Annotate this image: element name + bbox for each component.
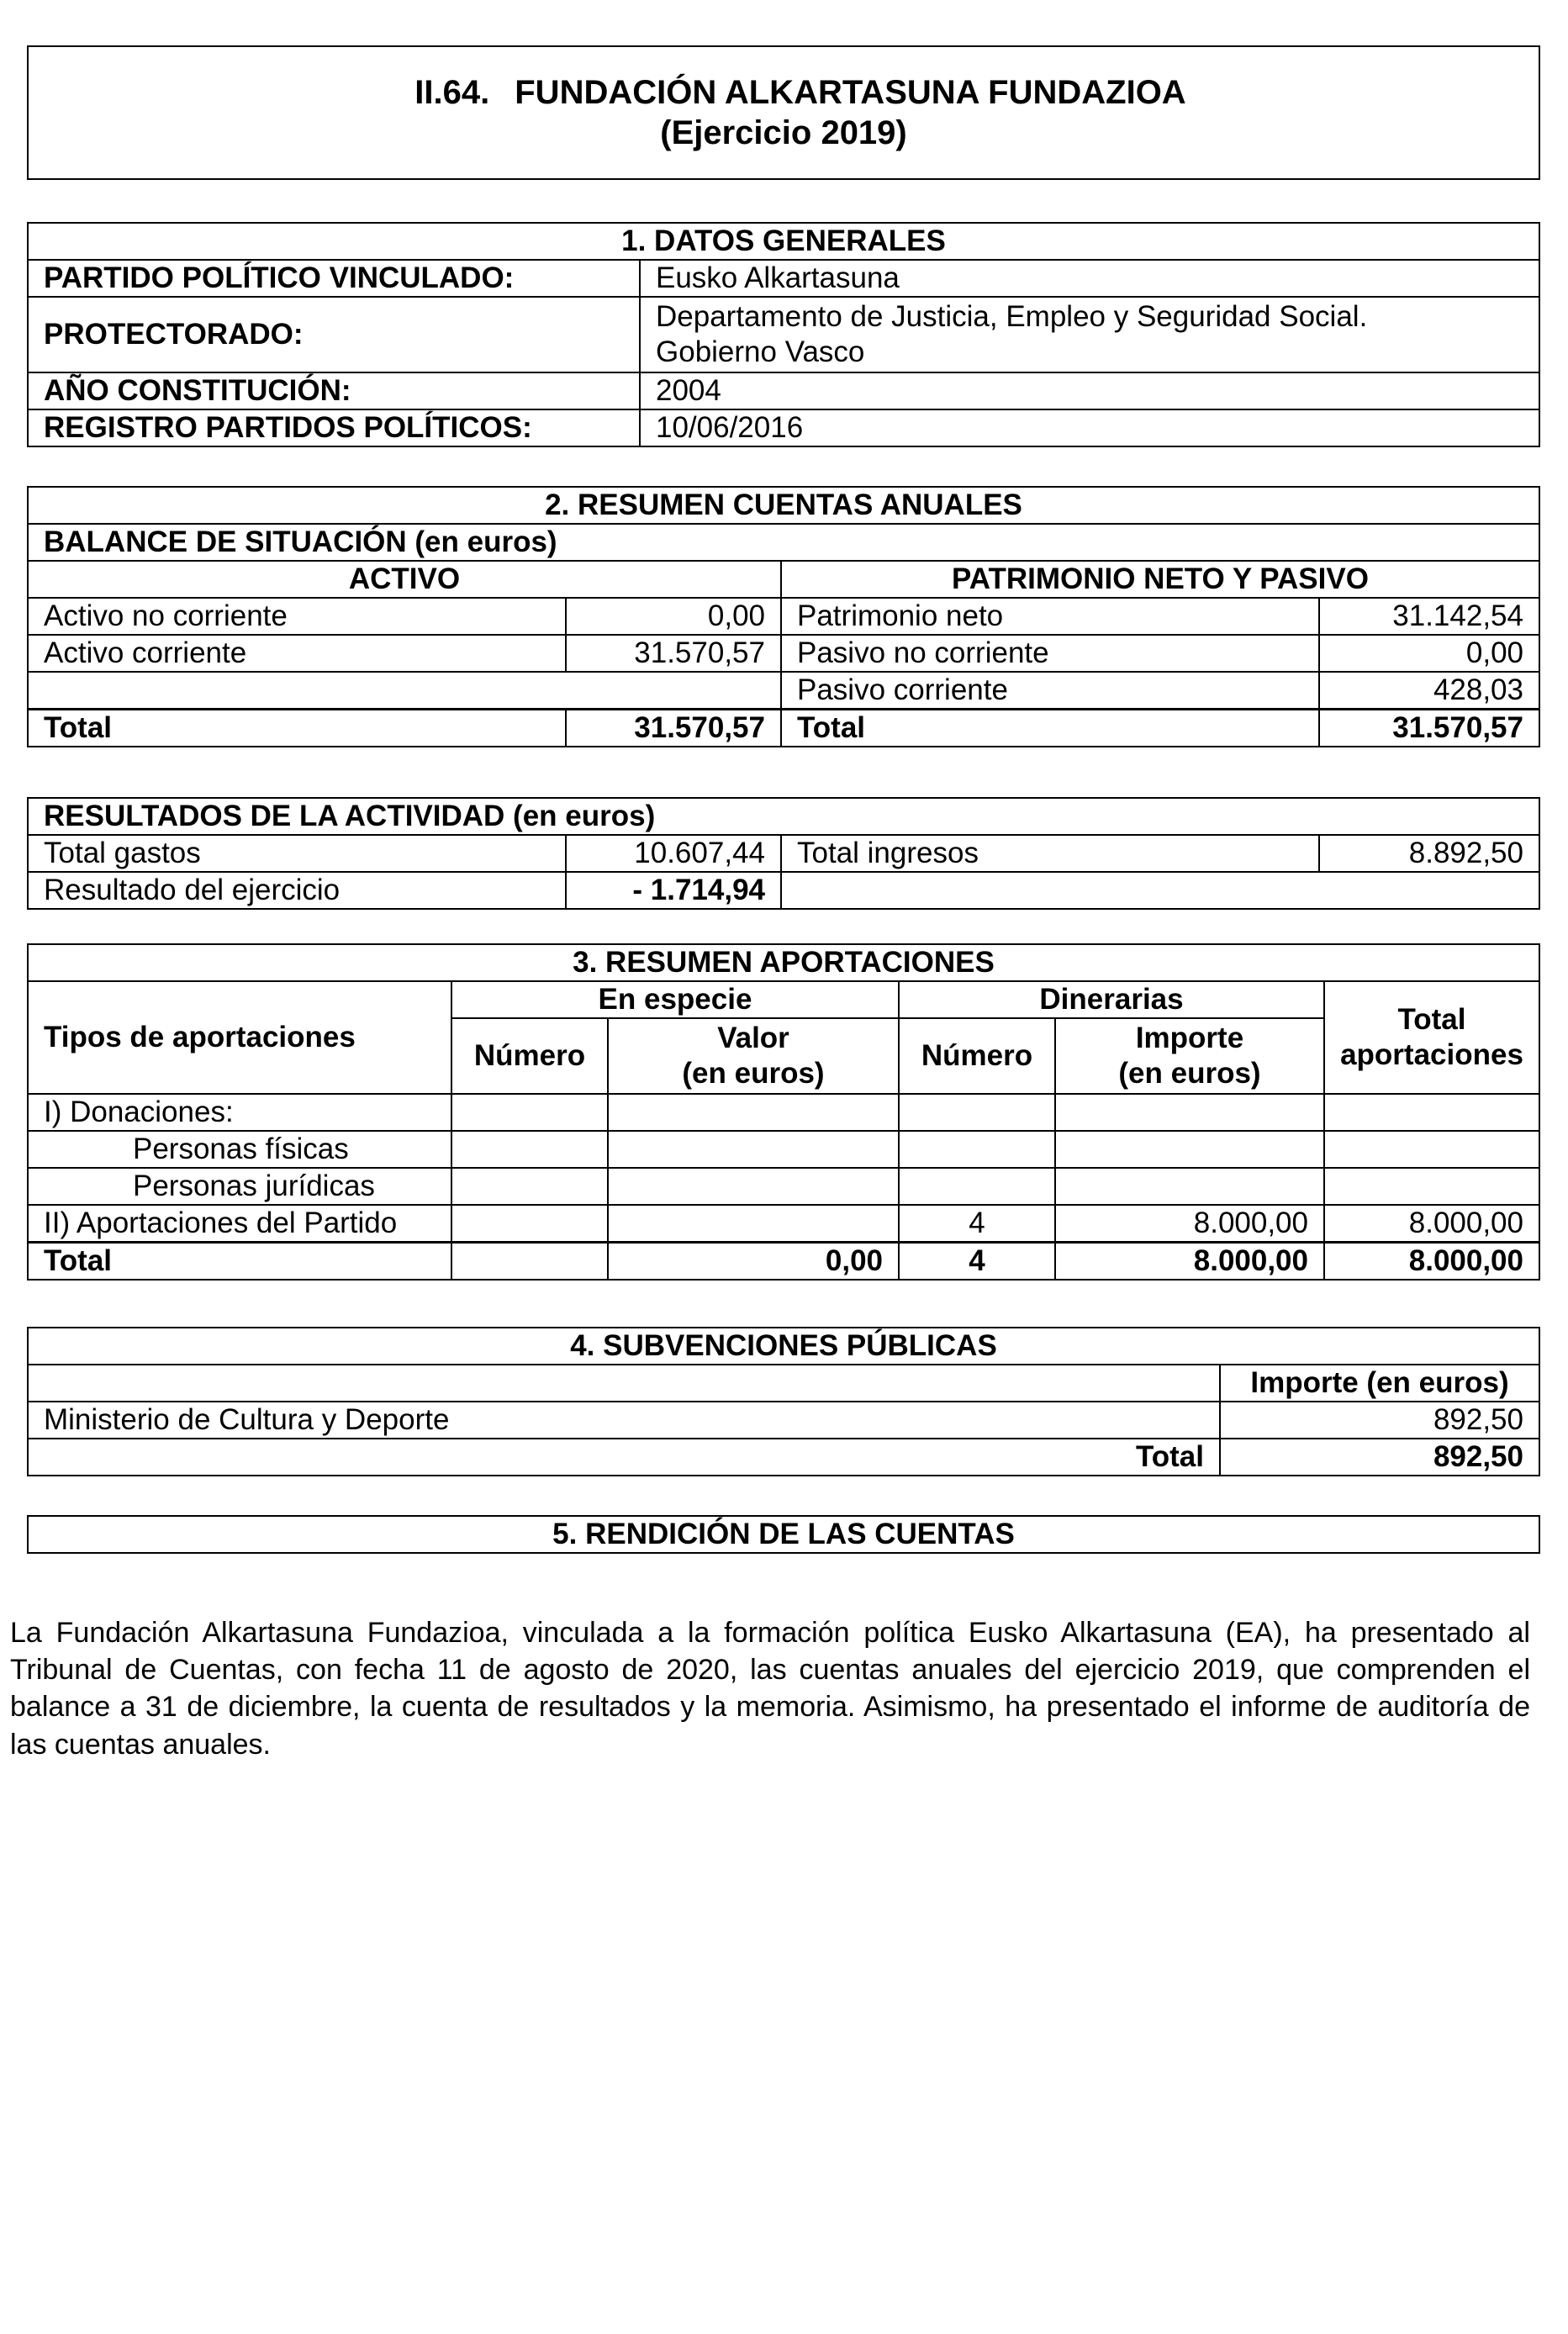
activo-label: Activo corriente	[28, 635, 566, 672]
dineraria-importe-cell	[1055, 1131, 1324, 1168]
rendicion-table	[27, 1515, 1540, 1554]
pasivo-value: 31.142,54	[1319, 598, 1539, 635]
row-value: 10/06/2016	[640, 409, 1539, 446]
especie-valor-cell	[608, 1205, 899, 1243]
row-label: PROTECTORADO:	[28, 297, 640, 372]
foundation-title: FUNDACIÓN ALKARTASUNA FUNDAZIOA	[515, 74, 1186, 111]
especie-numero-cell	[451, 1205, 608, 1243]
resultados-title: RESULTADOS DE LA ACTIVIDAD (en euros)	[28, 798, 1539, 835]
dineraria-numero-total-cell: 4	[899, 1243, 1055, 1281]
pasivo-header: PATRIMONIO NETO Y PASIVO	[781, 561, 1539, 598]
subvenciones-section	[27, 1327, 1540, 1476]
subvenciones-table	[27, 1327, 1540, 1476]
empty-cell	[781, 872, 1539, 909]
datos-generales-section	[27, 222, 1540, 447]
especie-numero-cell	[451, 1168, 608, 1205]
gastos-value: 10.607,44	[566, 835, 781, 872]
rendicion-paragraph: La Fundación Alkartasuna Fundazioa, vinculada a la formación política Eusko Alkartasuna (EA), ha presentado al Tribunal de Cuentas, con fecha 11 de agosto de 2020, las cuentas anuales del ejercicio 2019, que comprenden el balance a 31 de diciembre, la cuenta de resultados y la memoria. Asimismo, ha presentado el informe de auditoría de las cuentas anuales.	[10, 1617, 1530, 1761]
header-title-line	[414, 72, 1185, 113]
activo-empty	[28, 672, 781, 710]
total-row	[28, 1243, 1539, 1281]
total-row	[28, 1439, 1539, 1476]
especie-numero-cell	[451, 1094, 608, 1131]
resultados-table	[27, 797, 1540, 910]
section-heading: 4. SUBVENCIONES PÚBLICAS	[28, 1328, 1539, 1365]
col-tipos-header: Tipos de aportaciones	[28, 981, 451, 1094]
grand-total-cell: 8.000,00	[1324, 1243, 1539, 1281]
resultados-section	[27, 797, 1540, 910]
row-value: Eusko Alkartasuna	[640, 260, 1539, 297]
col-importe-header: Importe (en euros)	[1220, 1365, 1539, 1402]
table-row	[28, 635, 1539, 672]
dineraria-importe-cell	[1055, 1168, 1324, 1205]
ingresos-value: 8.892,50	[1319, 835, 1539, 872]
especie-valor-cell	[608, 1168, 899, 1205]
col-total-header-line1: Total	[1397, 1003, 1466, 1036]
col-dineraria-numero-header: Número	[899, 1018, 1055, 1094]
activo-value: 31.570,57	[566, 635, 781, 672]
activo-header: ACTIVO	[28, 561, 781, 598]
total-cell	[1324, 1094, 1539, 1131]
section-code: II.64.	[414, 74, 490, 111]
resumen-cuentas-section	[27, 486, 1540, 747]
col-especie-numero-header: Número	[451, 1018, 608, 1094]
aportaciones-table	[27, 943, 1540, 1281]
balance-title: BALANCE DE SITUACIÓN (en euros)	[28, 524, 1539, 561]
dineraria-numero-cell	[899, 1094, 1055, 1131]
table-row	[28, 372, 1539, 409]
dineraria-importe-cell	[1055, 1094, 1324, 1131]
pasivo-label: Patrimonio neto	[781, 598, 1319, 635]
col-importe-header	[1055, 1018, 1324, 1094]
section-heading: 5. RENDICIÓN DE LAS CUENTAS	[28, 1516, 1539, 1553]
row-value: Departamento de Justicia, Empleo y Seguridad Social.	[656, 300, 1368, 333]
total-cell	[1324, 1168, 1539, 1205]
especie-valor-cell	[608, 1094, 899, 1131]
table-row	[28, 1131, 1539, 1168]
dineraria-numero-cell: 4	[899, 1205, 1055, 1243]
col-valor-header	[608, 1018, 899, 1094]
section-heading: 2. RESUMEN CUENTAS ANUALES	[28, 487, 1539, 524]
activo-value: 0,00	[566, 598, 781, 635]
subvencion-label: Ministerio de Cultura y Deporte	[28, 1402, 1220, 1439]
pasivo-value: 0,00	[1319, 635, 1539, 672]
table-row	[28, 835, 1539, 872]
dineraria-importe-total-cell: 8.000,00	[1055, 1243, 1324, 1281]
tipo-cell: Personas físicas	[28, 1131, 451, 1168]
gastos-label: Total gastos	[28, 835, 566, 872]
resultado-label: Resultado del ejercicio	[28, 872, 566, 909]
total-cell	[1324, 1131, 1539, 1168]
activo-total-value: 31.570,57	[566, 710, 781, 747]
row-value-second-line: Gobierno Vasco	[656, 335, 865, 368]
total-cell: 8.000,00	[1324, 1205, 1539, 1243]
subvencion-total-label: Total	[28, 1439, 1220, 1476]
table-row	[28, 297, 1539, 372]
dineraria-importe-cell: 8.000,00	[1055, 1205, 1324, 1243]
table-row	[28, 1205, 1539, 1243]
group-especie-header: En especie	[451, 981, 899, 1018]
empty-cell	[28, 1365, 1220, 1402]
tipo-cell: Personas jurídicas	[28, 1168, 451, 1205]
table-row	[28, 1094, 1539, 1131]
pasivo-value: 428,03	[1319, 672, 1539, 710]
total-row	[28, 710, 1539, 747]
especie-valor-total-cell: 0,00	[608, 1243, 899, 1281]
especie-numero-total-cell	[451, 1243, 608, 1281]
col-valor-header-line2: (en euros)	[682, 1057, 825, 1090]
col-importe-header-line1: Importe	[1135, 1022, 1244, 1054]
table-row	[28, 1402, 1539, 1439]
dineraria-numero-cell	[899, 1168, 1055, 1205]
pasivo-label: Pasivo no corriente	[781, 635, 1319, 672]
col-valor-header-line1: Valor	[717, 1022, 789, 1054]
especie-valor-cell	[608, 1131, 899, 1168]
table-row	[28, 672, 1539, 710]
section-heading: 3. RESUMEN APORTACIONES	[28, 944, 1539, 981]
pasivo-label: Pasivo corriente	[781, 672, 1319, 710]
col-importe-header-line2: (en euros)	[1118, 1057, 1261, 1090]
row-label: AÑO CONSTITUCIÓN:	[28, 372, 640, 409]
fiscal-year: (Ejercicio 2019)	[660, 114, 907, 151]
row-value-multiline	[640, 297, 1539, 372]
col-total-header	[1324, 981, 1539, 1094]
table-row	[28, 409, 1539, 446]
document-header	[27, 45, 1540, 180]
rendicion-section	[27, 1515, 1540, 1554]
tipo-cell: II) Aportaciones del Partido	[28, 1205, 451, 1243]
resultado-value: - 1.714,94	[566, 872, 781, 909]
table-row	[28, 598, 1539, 635]
col-total-header-line2: aportaciones	[1340, 1038, 1523, 1071]
row-label: REGISTRO PARTIDOS POLÍTICOS:	[28, 409, 640, 446]
ingresos-label: Total ingresos	[781, 835, 1319, 872]
dineraria-numero-cell	[899, 1131, 1055, 1168]
table-row	[28, 872, 1539, 909]
tipo-cell: I) Donaciones:	[28, 1094, 451, 1131]
activo-total-label: Total	[28, 710, 566, 747]
balance-table	[27, 486, 1540, 747]
activo-label: Activo no corriente	[28, 598, 566, 635]
pasivo-total-value: 31.570,57	[1319, 710, 1539, 747]
subvencion-value: 892,50	[1220, 1402, 1539, 1439]
section-heading: 1. DATOS GENERALES	[28, 223, 1539, 260]
table-row	[28, 1168, 1539, 1205]
table-row	[28, 260, 1539, 297]
pasivo-total-label: Total	[781, 710, 1319, 747]
datos-generales-table	[27, 222, 1540, 447]
aportaciones-section	[27, 943, 1540, 1281]
subvencion-total-value: 892,50	[1220, 1439, 1539, 1476]
group-dinerarias-header: Dinerarias	[899, 981, 1324, 1018]
especie-numero-cell	[451, 1131, 608, 1168]
row-label: PARTIDO POLÍTICO VINCULADO:	[28, 260, 640, 297]
row-value: 2004	[640, 372, 1539, 409]
tipo-total-cell: Total	[28, 1243, 451, 1281]
